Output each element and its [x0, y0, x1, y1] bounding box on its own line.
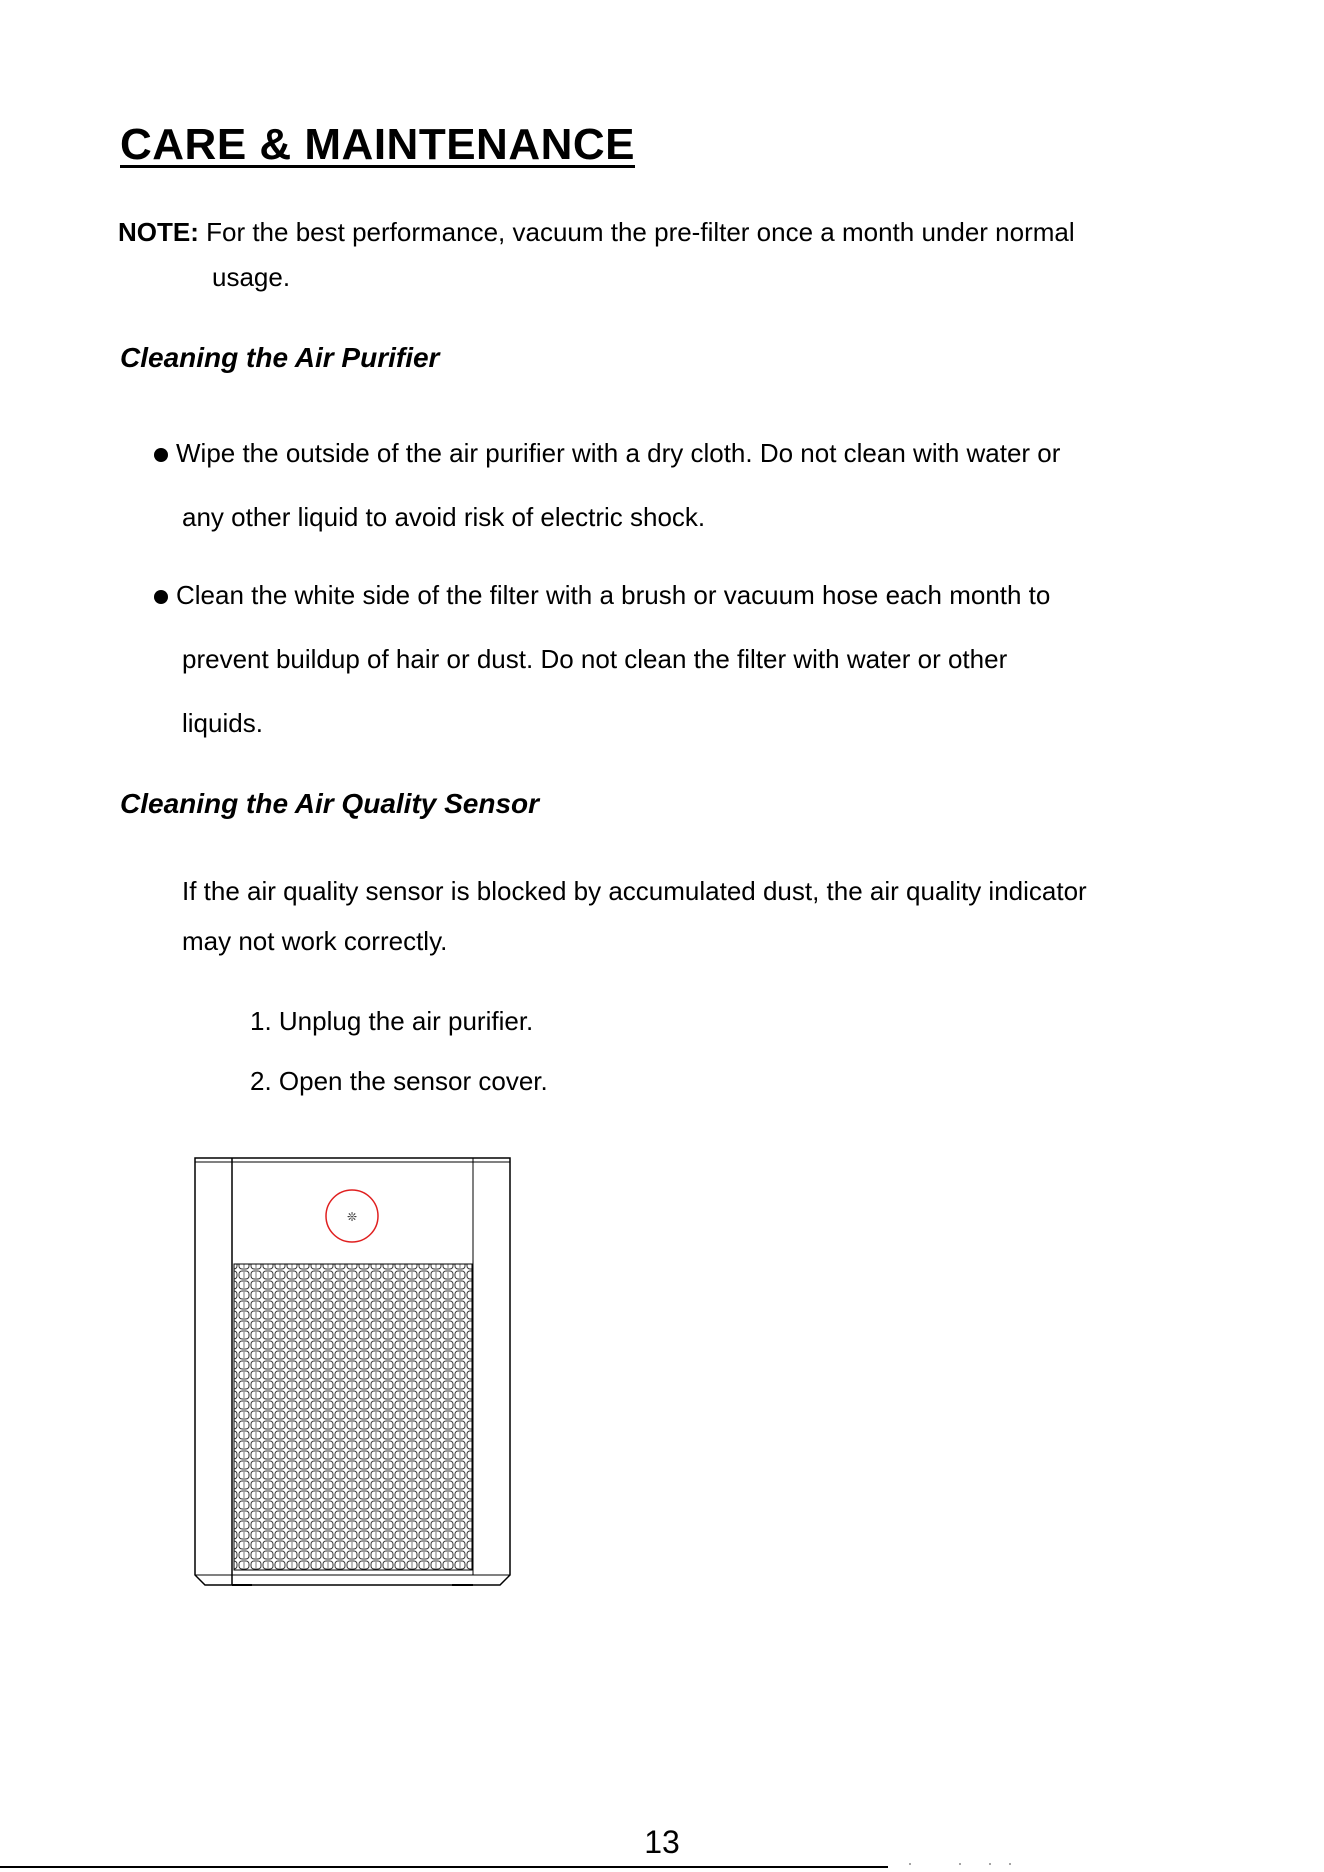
page-title: CARE & MAINTENANCE [120, 120, 635, 169]
bullet-icon [154, 448, 168, 462]
bullet-line: any other liquid to avoid risk of electric shock. [182, 502, 706, 532]
section-heading-air-purifier: Cleaning the Air Purifier [120, 342, 440, 373]
svg-text:❊: ❊ [346, 1210, 358, 1224]
note-paragraph [118, 200, 1218, 264]
bullet-line: Clean the white side of the filter with a brush or vacuum hose each month to [176, 580, 1051, 610]
footer-rule [0, 1866, 888, 1868]
bullet-line: Wipe the outside of the air purifier with a dry cloth. Do not clean with water or [176, 438, 1061, 468]
bullet-item-wipe [154, 438, 1060, 469]
step-item-unplug: 1. Unplug the air purifier. [250, 1006, 534, 1036]
section-heading-air-quality-sensor: Cleaning the Air Quality Sensor [120, 788, 540, 819]
bullet-item-clean-filter [154, 580, 1050, 611]
page-number: 13 [644, 1824, 680, 1860]
bullet-line: prevent buildup of hair or dust. Do not clean the filter with water or other [182, 644, 1008, 674]
note-label: NOTE: [118, 217, 199, 247]
note-continuation: usage. [212, 262, 291, 292]
bullet-line: liquids. [182, 708, 263, 738]
note-text: For the best performance, vacuum the pre-filter once a month under normal [198, 217, 1075, 247]
footer-decoration [900, 1862, 1050, 1866]
intro-line: may not work correctly. [182, 926, 448, 956]
step-item-open-cover: 2. Open the sensor cover. [250, 1066, 548, 1096]
intro-line: If the air quality sensor is blocked by accumulated dust, the air quality indicator [182, 876, 1087, 906]
bullet-icon [154, 590, 168, 604]
air-purifier-illustration [190, 1150, 515, 1590]
